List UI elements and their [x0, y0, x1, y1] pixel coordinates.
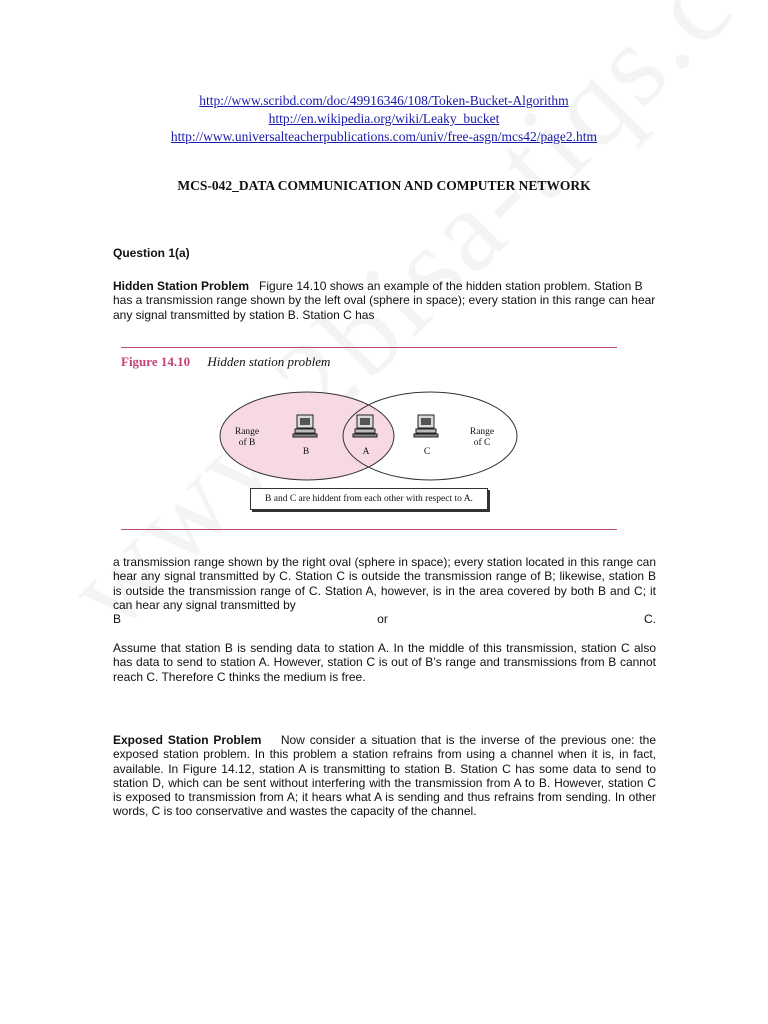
range-c-label-2: of C [473, 438, 491, 448]
reference-links [0, 92, 768, 146]
computer-c-icon [414, 415, 438, 437]
station-c-label: C [423, 447, 431, 457]
link-universalteacher[interactable]: http://www.universalteacherpublications.com/univ/free-asgn/mcs42/page2.htm [170, 129, 598, 144]
computer-b-icon [293, 415, 317, 437]
exposed-station-paragraph [113, 733, 656, 819]
para2-body: a transmission range shown by the right oval (sphere in space); every station located in this range can hear any signal transmitted by C. Station C is outside the transmission range of B; likewise, station B is outside the transmission range of C. Station A, however, is in the area covered by both B and C; it can hear any signal transmitted by [113, 555, 656, 612]
hidden-station-continued [113, 555, 656, 626]
exposed-station-heading: Exposed Station Problem [113, 733, 262, 747]
station-b-label: B [302, 447, 310, 457]
figure-hidden-station [121, 347, 617, 531]
station-a-label: A [362, 447, 370, 457]
figure-bottom-rule [121, 529, 617, 530]
question-heading: Question 1(a) [113, 246, 190, 260]
para2-last-mid: or [377, 612, 388, 627]
link-wikipedia[interactable]: http://en.wikipedia.org/wiki/Leaky_bucket [268, 111, 500, 126]
range-c-label-1: Range [469, 427, 495, 437]
page-title: MCS-042_DATA COMMUNICATION AND COMPUTER NETWORK [177, 178, 591, 193]
exposed-station-text: Now consider a situation that is the inverse of the previous one: the exposed station problem. In this problem a station refrains from using a channel when it is, in fact, available. In Figure 14.12, station A is transmitting to station B. Station C has some data to send to station D, which can be sent without interfering with the transmission from A to B. However, station C is exposed to transmission from A; it hears what A is sending and thus refrains from sending. In other words, C is too conservative and wastes the capacity of the channel. [113, 733, 656, 819]
para2-last-left: B [113, 612, 122, 627]
range-b-label-2: of B [238, 438, 256, 448]
hidden-station-text: Figure 14.10 shows an example of the hidden station problem. Station B has a transmission range shown by the left oval (sphere in space); every station in this range can hear any signal transmitted by station B. Station C has [113, 279, 656, 322]
range-b-label-1: Range [234, 427, 260, 437]
para2-last-line [113, 612, 656, 626]
computer-a-icon [353, 415, 377, 437]
figure-note: B and C are hiddent from each other with respect to A. [250, 488, 488, 510]
hidden-station-heading: Hidden Station Problem [113, 279, 250, 293]
hidden-station-intro [113, 279, 656, 322]
hidden-station-assumption: Assume that station B is sending data to station A. In the middle of this transmission, station C also has data to send to station A. However, station C is out of B’s range and transmissions from B cannot reach C. Therefore C thinks the medium is free. [113, 641, 656, 684]
figure-number: Figure 14.10 [121, 354, 191, 369]
link-scribd[interactable]: http://www.scribd.com/doc/49916346/108/Token-Bucket-Algorithm [199, 93, 569, 108]
figure-title: Hidden station problem [207, 354, 331, 369]
para2-last-right: C. [644, 612, 656, 627]
